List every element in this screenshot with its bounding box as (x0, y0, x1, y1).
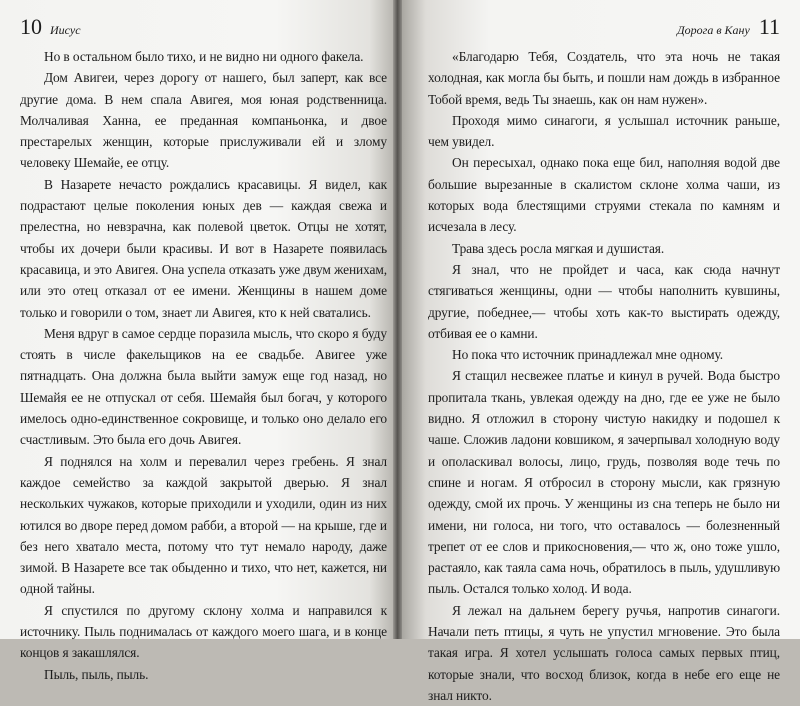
paragraph: Пыль, пыль, пыль. (44, 666, 149, 682)
page-number-right: 11 (758, 14, 780, 39)
running-title-right: Дорога в Кану (677, 23, 750, 37)
paragraph: Он пересыхал, однако пока еще бил, наполняя водой две большие вырезанные в скалистом склоне холма чаши, из которых вода блестящими струями стекала по камням и исчезала в лесу. (428, 155, 780, 235)
paragraph: «Благодарю Тебя, Создатель, что эта ночь не такая холодная, как могла бы быть, и пошли нам дождь в избранное Тобой время, ведь Ты знаешь, как он нам нужен». (428, 49, 780, 107)
paragraph: Но пока что источник принадлежал мне одному. (452, 347, 724, 363)
book-gutter (393, 0, 402, 639)
left-page-text (20, 46, 387, 685)
right-page-text (428, 46, 780, 706)
right-page-header (428, 14, 780, 40)
paragraph: Я знал, что не пройдет и часа, как сюда начнут стягиваться женщины, одни — чтобы наполнить кувшины, другие, победнее,— чтобы хоть как-то выстирать одежду, отбивая ее о камни. (428, 261, 780, 341)
right-page (402, 0, 800, 703)
paragraph: Меня вдруг в самое сердце поразила мысль, что скоро я буду стоять в числе факельщиков на ее свадьбе. Авигее уже пятнадцать. Она должна была выйти замуж еще год назад, но Шемайя ее не отпускал от себя. Шемайя был богач, у которого имелось одно-единственное сокровище, и только оно делало его счастливым. Это была его дочь Авигея. (20, 325, 387, 448)
page-number-left: 10 (20, 14, 42, 39)
paragraph: В Назарете нечасто рождались красавицы. Я видел, как подрастают целые поколения юных дев — каждая свежа и прелестна, но невзрачна, как полевой цветок. Отцы не хотят, чтобы их дочери были красивы. И вот в Назарете появилась красавица, и это Авигея. Она успела отказать уже двум женихам, или это отец отказал от ее имени. Женщины в нашем доме только и говорили о том, знает ли Авигея, кто к ней сватались. (20, 176, 387, 320)
paragraph: Проходя мимо синагоги, я услышал источник раньше, чем увидел. (428, 112, 780, 150)
paragraph: Но в остальном было тихо, и не видно ни одного факела. (44, 49, 364, 64)
paragraph: Я поднялся на холм и перевалил через гребень. Я знал каждое семейство за каждой закрытой дверью. Я знал нескольких чужаков, которые приходили и уходили, один из них ютился во дворе перед домом рабби, а второй — на крыше, где и без него хватало места, потому что тут немало народу, даже зимой. В Назарете все так обыденно и тихо, что нет, кажется, ни одной тайны. (20, 453, 387, 597)
paragraph: Я спустился по другому склону холма и направился к источнику. Пыль поднималась от каждого моего шага, и в конце концов я закашлялся. (20, 602, 387, 661)
running-title-left: Иисус (50, 23, 81, 37)
paragraph: Трава здесь росла мягкая и душистая. (452, 240, 665, 256)
left-page-header (20, 14, 387, 40)
paragraph: Я стащил несвежее платье и кинул в ручей. Вода быстро пропитала ткань, увлекая одежду на дно, где ее уже не было видно. Я отложил в сторону чистую накидку и подошел к чаше. Сложив ладони ковшиком, я зачерпывал холодную воду и ополаскивал волосы, лицо, грудь, позволяя воде течь по спине и ногам. Я отбросил в сторону мысли, как грязную одежду, смой их прочь. У женщины из сна теперь не было ни имени, ни голоса, ни того, что оставалось — болезненный трепет от ее слов и прикосновения,— что ж, оно тоже ушло, растаяло, как таяла сама ночь, обратилось в пыль, удушливую пыль. Остался только холод. И вода. (428, 368, 780, 597)
paragraph: Дом Авигеи, через дорогу от нашего, был заперт, как все другие дома. В нем спала Авигея, моя юная родственница. Молчаливая Ханна, ее преданная компаньонка, и двое престарелых женщин, которые прислуживали ей и злому человеку Шемайе, ее отцу. (20, 70, 387, 171)
left-page (0, 0, 393, 682)
paragraph: Я лежал на дальнем берегу ручья, напротив синагоги. Начали петь птицы, я чуть не упустил мгновение. Это была такая игра. Я хотел услышать голоса самых первых птиц, которые знали, что восход близок, когда в небе его еще не знал никто. (428, 602, 780, 703)
